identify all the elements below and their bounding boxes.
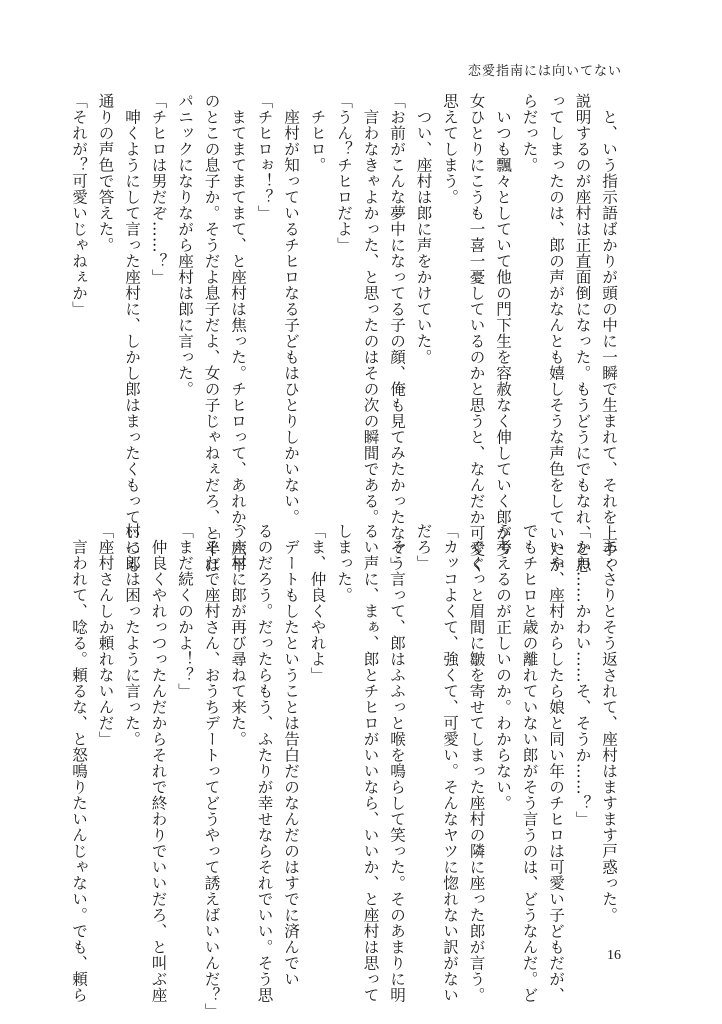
text-line: ってしまったのは、郎の声がなんとも嬉しそうな声色をしていたか: [547, 93, 565, 573]
text-line: 言わなきゃよかった、と思ったのはその次の瞬間である。: [361, 93, 380, 525]
text-line: らだった。: [520, 93, 539, 173]
text-line: 思えてしまう。: [441, 93, 459, 205]
text-line: つい、座村は郎に声をかけていた。: [414, 93, 433, 365]
text-line: るのだろう。だったらもう、ふたりが幸せならそれでいい。そう思: [255, 523, 274, 1003]
text-line: 座村が知っているチヒロなる子どもはひとりしかいない。: [282, 93, 300, 525]
text-line: 「それが？可愛いじゃねぇか」: [70, 93, 88, 317]
text-line: あっさりとそう返されて、座村はますます戸惑った。: [600, 523, 618, 923]
text-line: 通りの声色で答えた。: [96, 93, 115, 253]
text-line: いや、座村からしたら娘と同い年のチヒロは可愛い子どもだが、: [547, 523, 565, 1003]
text-line: と、いう指示語ばかりが頭の中に一瞬で生まれて、それを上手く: [600, 93, 618, 573]
text-line: のとこの息子か。そうだよ息子だよ、女の子じゃねぇだろ、と半ば: [202, 93, 221, 573]
text-line: 「ま、仲良くやれよ」: [308, 523, 327, 683]
text-line: 「お前がこんな夢中になってる子の顔、俺も見てみたかったなァ」: [388, 93, 406, 573]
text-line: 言われて、唸る。頼るな、と怒鳴りたいんじゃない。でも、頼ら: [70, 523, 88, 1003]
text-line: 「まだ続くのかよ！？」: [176, 523, 194, 699]
text-line: 「それで座村さん、おうちデートってどうやって誘えばいいんだ？」: [202, 523, 221, 1019]
text-line: まてまてまてまて、と座村は焦った。チヒロって、あれか、六平: [229, 93, 247, 573]
text-line: るい声に、まぁ、郎とチヒロがいいなら、いいか、と座村は思って: [361, 523, 380, 1003]
text-line: でもチヒロと歳の離れていない郎がそう言うのは、どうなんだ。ど: [520, 523, 539, 1003]
running-header-title: 恋愛指南には向いてない: [467, 64, 622, 79]
text-line: 「チヒロぉ！？」: [255, 93, 274, 221]
text-line: ぐぐっと眉間に皺を寄せてしまった座村の隣に座った郎が言う。: [467, 523, 486, 1003]
text-line: 呻くようにして言った座村に、しかし郎はまったくもっていつも: [123, 93, 141, 573]
text-line: 「座村さんしか頼れないんだ」: [96, 523, 115, 747]
text-line: だろ」: [414, 523, 433, 571]
text-line: 「うん？チヒロだよ」: [335, 93, 353, 253]
text-line: 仲良くやれっつったんだからそれで終わりでいいだろ、と叫ぶ座: [149, 523, 168, 1003]
text-block-top: [70, 93, 622, 573]
text-line: しまった。: [335, 523, 353, 603]
text-line: 女ひとりにこうも一喜一憂しているのかと思うと、なんだか可愛く: [467, 93, 486, 573]
text-line: そう言って、郎はふふっと喉を鳴らして笑った。そのあまりに明: [388, 523, 406, 1003]
text-line: 「チヒロは男だぞ……？」: [149, 93, 168, 285]
text-line: 説明するのが座村は正直面倒になった。もうどうにでもなれ、と思: [573, 93, 592, 573]
text-line: 村に郎は困ったように言った。: [123, 523, 141, 747]
text-line: いつも飄々としていて他の門下生を容赦なく伸していく郎が少: [494, 93, 512, 557]
text-line: デートもしたということは告白だのなんだのはすでに済んでい: [282, 523, 300, 987]
text-line: 「カッコよくて、強くて、可愛い。そんなヤツに惚れない訳がない: [441, 523, 459, 1003]
text-line: う座村に郎が再び尋ねて来た。: [229, 523, 247, 747]
text-line: う考えるのが正しいのか。わからない。: [494, 523, 512, 811]
text-line: 「かわ……かわい……そ、そうか……？」: [573, 523, 592, 827]
text-line: チヒロ。: [308, 93, 327, 173]
page-number: 16: [607, 948, 621, 963]
text-line: パニックになりながら座村は郎に言った。: [176, 93, 194, 397]
